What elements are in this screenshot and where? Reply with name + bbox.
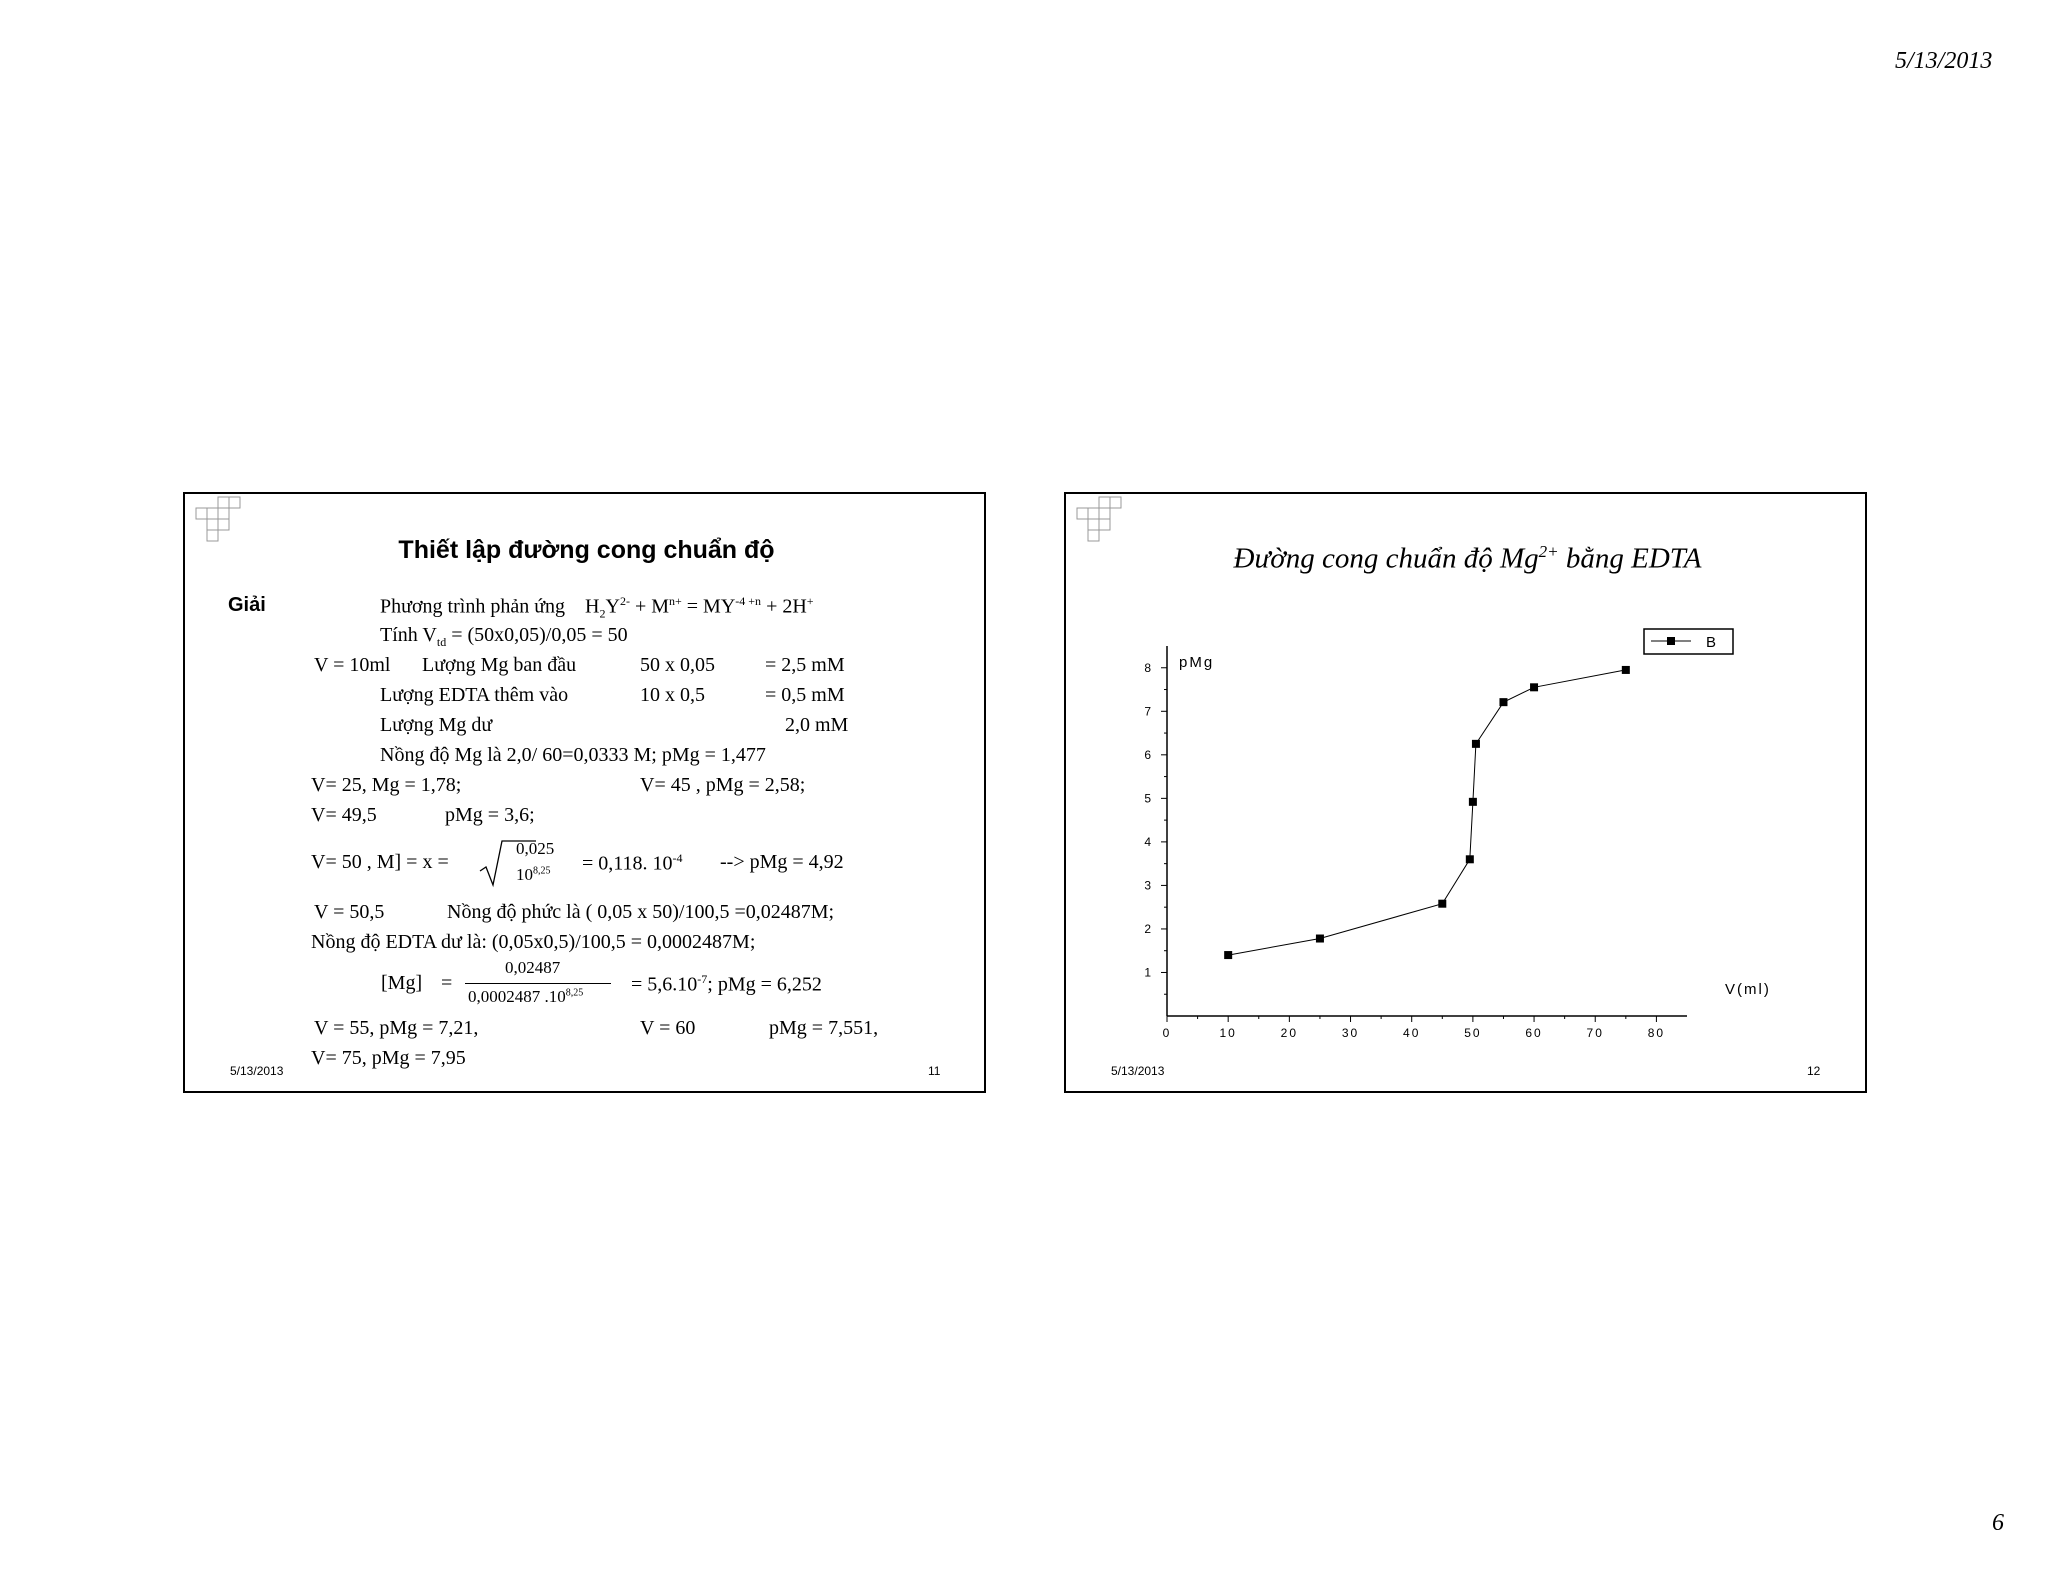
x-tick-label: 70 (1586, 1026, 1604, 1040)
v495-pmg: pMg = 3,6; (445, 804, 535, 826)
giai-label: Giải (228, 594, 266, 616)
v60-label: V = 60 (640, 1017, 696, 1039)
page-date: 5/13/2013 (1895, 48, 1993, 74)
v50-pmg: --> pMg = 4,92 (720, 851, 844, 873)
slide-number: 11 (928, 1064, 941, 1078)
y-tick-label: 3 (1144, 878, 1151, 893)
vtd-line: Tính $V_{td} = (50x0,05)/0,05 = 50$ (380, 624, 628, 649)
x-tick-label: 0 (1162, 1026, 1172, 1040)
x-tick-label: 40 (1403, 1026, 1421, 1040)
page-number: 6 (1992, 1510, 2004, 1536)
titration-chart (1066, 494, 1865, 1091)
v45-line: V= 45 , pMg = 2,58; (640, 774, 806, 796)
series-line (1228, 670, 1626, 955)
y-axis-label: pMg (1179, 654, 1215, 671)
slide-title: Thiết lập đường cong chuẩn độ (398, 536, 775, 564)
data-point (1472, 740, 1480, 748)
mg-initial-calc: 50 x 0,05 (640, 654, 715, 676)
slide-12 (1064, 492, 1867, 1093)
data-point (1438, 900, 1446, 908)
v505-label: V = 50,5 (314, 901, 385, 923)
slide-footer-date: 5/13/2013 (230, 1064, 284, 1078)
y-tick-label: 4 (1144, 834, 1151, 849)
v50-sqrt-numerator: 0,025 (516, 839, 555, 858)
slide-11 (183, 492, 986, 1093)
fraction-bar (465, 983, 611, 984)
equation-line: Phương trình phản ứng $H_2Y^{2-} + M^{n+} = MY^{-4 +n} + 2H^+$ (380, 594, 814, 621)
complex-concentration: Nồng độ phức là ( 0,05 x 50)/100,5 =0,02487M; (447, 901, 835, 923)
chart-title: Đường cong chuẩn độ $Mg^{2+}$ bằng EDTA (1233, 542, 1702, 575)
edta-added-result: = 0,5 mM (765, 684, 845, 706)
mg-frac-numerator: 0,02487 (505, 958, 561, 977)
mg-excess-label: Lượng Mg dư (380, 714, 493, 736)
data-point (1316, 935, 1324, 943)
v60-pmg: pMg = 7,551, (769, 1017, 879, 1039)
mg-frac-denominator: 0,0002487 .10$^{8,25}$ (468, 987, 584, 1006)
v75-line: V= 75, pMg = 7,95 (311, 1047, 466, 1069)
v50-result: = 0,118. $10^{-4}$ (582, 851, 683, 875)
y-tick-label: 2 (1144, 921, 1151, 936)
y-tick-label: 1 (1144, 965, 1151, 980)
mg-initial-label: Lượng Mg ban đầu (422, 654, 577, 676)
x-tick-label: 60 (1525, 1026, 1543, 1040)
data-point (1466, 855, 1474, 863)
legend-marker-icon (1667, 637, 1675, 645)
data-point (1622, 666, 1630, 674)
data-point (1499, 698, 1507, 706)
x-tick-label: 80 (1647, 1026, 1666, 1040)
mg-frac-result: = $5,6.10^{-7}$; pMg = 6,252 (631, 972, 822, 996)
y-tick-label: 7 (1144, 704, 1151, 719)
slide-footer-date: 5/13/2013 (1111, 1064, 1165, 1078)
x-tick-label: 30 (1341, 1026, 1360, 1040)
edta-excess-line: Nồng độ EDTA dư là: (0,05x0,5)/100,5 = 0,0002487M; (311, 931, 756, 953)
x-tick-label: 20 (1280, 1026, 1299, 1040)
v50-sqrt-denominator: 10$^{8,25}$ (516, 865, 551, 884)
data-point (1530, 683, 1538, 691)
mg-concentration-line: Nồng độ Mg là 2,0/ 60=0,0333 M; pMg = 1,477 (380, 744, 766, 766)
y-tick-label: 6 (1144, 747, 1151, 762)
edta-added-calc: 10 x 0,5 (640, 684, 705, 706)
v10-label: V = 10ml (314, 654, 391, 676)
v495-line: V= 49,5 (311, 804, 377, 826)
slide-number: 12 (1807, 1064, 1821, 1078)
data-point (1224, 951, 1232, 959)
mg-frac-label: [Mg] (381, 972, 423, 994)
y-tick-label: 8 (1144, 660, 1151, 675)
v25-line: V= 25, Mg = 1,78; (311, 774, 462, 796)
x-axis-label: V(ml) (1725, 981, 1771, 998)
x-tick-label: 50 (1464, 1026, 1482, 1040)
data-point (1469, 798, 1477, 806)
mg-initial-result: = 2,5 mM (765, 654, 845, 676)
v55-line: V = 55, pMg = 7,21, (314, 1017, 479, 1039)
edta-added-label: Lượng EDTA thêm vào (380, 684, 569, 706)
v50-prefix: V= 50 , M] = x = (311, 851, 449, 873)
x-tick-label: 10 (1219, 1026, 1237, 1040)
y-tick-label: 5 (1144, 791, 1151, 806)
mg-excess-result: 2,0 mM (785, 714, 849, 736)
mg-frac-eq: = (441, 972, 453, 994)
legend-label: B (1706, 634, 1717, 651)
